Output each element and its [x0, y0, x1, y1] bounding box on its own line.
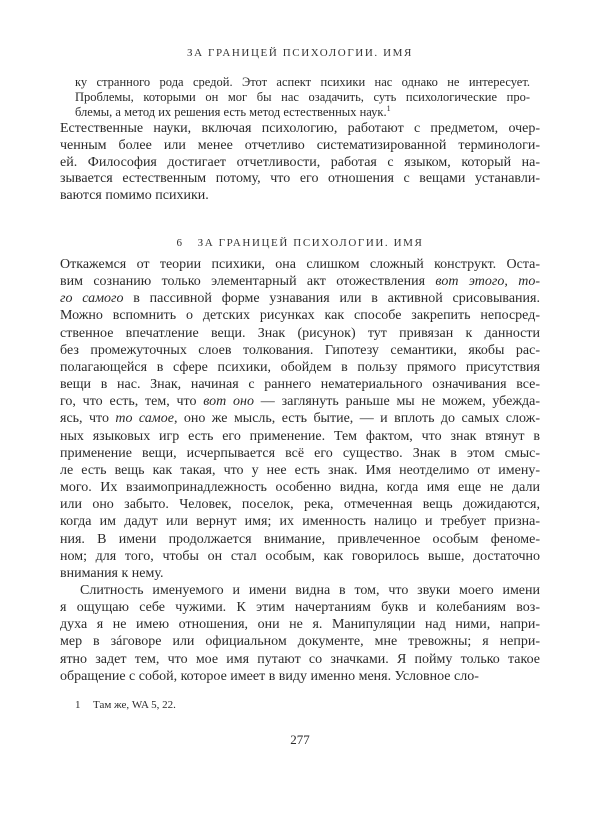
- text-run: обращение с собой, которое имеет в виду именно меня. Условное сло-: [60, 668, 479, 684]
- text-line: [60, 393, 540, 410]
- italic-text: то самое: [115, 411, 174, 427]
- text-run: — заглянуть раньше мы не можем, убежда-: [254, 394, 540, 410]
- text-line: [75, 105, 530, 120]
- footnote-number: 1: [75, 699, 81, 711]
- text-line: [60, 307, 540, 324]
- text-run: в пассивной форме узнавания или в активной срисовывания.: [123, 291, 540, 307]
- text-line: [60, 582, 540, 599]
- text-run: применение вещи, исчерпывается всё его существо. Знак в этом смыс-: [60, 445, 540, 461]
- text-line: [60, 496, 540, 513]
- text-line: [60, 359, 540, 376]
- text-line: [60, 121, 540, 138]
- text-line: [60, 342, 540, 359]
- text-run: мер в зáговоре или официальном документе, мне тревожны; я непри-: [60, 634, 540, 650]
- text-run: Можно вспомнить о детских рисунках как способе закрепить непосред-: [60, 308, 540, 324]
- paragraph: [60, 121, 540, 205]
- text-line: [60, 256, 540, 273]
- text-run: Естественные науки, включая психологию, работают с предметом, очер-: [60, 121, 540, 136]
- text-line: [60, 138, 540, 155]
- text-line: [60, 273, 540, 290]
- footnote-text: Там же, WA 5, 22.: [93, 699, 176, 711]
- text-line: [60, 668, 540, 685]
- text-run: ном; для того, чтобы он стал особым, как говорилось выше, достаточно: [60, 548, 540, 564]
- italic-text: вот этого: [435, 274, 505, 290]
- text-line: [60, 462, 540, 479]
- text-line: [60, 633, 540, 650]
- footnote: [75, 698, 176, 712]
- text-run: я ощущаю себе чужими. К этим начертаниям букв и колебаниям воз-: [60, 600, 540, 616]
- italic-text: го самого: [60, 291, 124, 307]
- text-run: без промежуточных слоев толкования. Гипотезу семантики, якобы рас-: [60, 342, 540, 358]
- text-line: [60, 548, 540, 565]
- section-heading: [0, 236, 600, 250]
- text-line: [60, 651, 540, 668]
- footnote-ref[interactable]: 1: [386, 103, 391, 113]
- text-line: [60, 155, 540, 172]
- text-run: духа я не имею отношения, они не я. Манипуляции над ними, напри-: [60, 617, 540, 633]
- text-line: [60, 531, 540, 548]
- block-quote: [75, 75, 530, 120]
- text-line: [60, 325, 540, 342]
- text-run: Слитность именуемого и имени видна в том, что звуки моего имени: [80, 582, 540, 598]
- italic-text: вот оно: [203, 394, 255, 410]
- text-run: вещи в нас. Знак, начиная с раннего нематериального означивания все-: [60, 377, 540, 393]
- text-line: [75, 90, 530, 105]
- text-line: [60, 479, 540, 496]
- text-run: Проблемы, которыми он мог бы нас озадачить, суть психологические про-: [75, 90, 530, 104]
- text-run: , оно же мысль, есть бытие, — и вплоть до самых слож-: [173, 411, 540, 427]
- text-run: ваются помимо психики.: [60, 188, 209, 203]
- text-line: [75, 75, 530, 90]
- text-run: блемы, а метод их решения есть метод естественных наук.: [75, 105, 387, 119]
- text-line: [60, 188, 540, 205]
- text-run: когда им дадут или вернут имя; их именность налицо и требует призна-: [60, 514, 540, 530]
- section-number: 6: [176, 237, 184, 249]
- text-run: ченным более или менее отчетливо систематизированной терминологи-: [60, 137, 540, 153]
- text-line: [60, 290, 540, 307]
- text-run: ,: [504, 274, 519, 290]
- text-run: полагающейся в сфере психики, обойдем в пользу прямого присутствия: [60, 359, 540, 375]
- text-run: ясь, что: [60, 411, 116, 427]
- text-run: ятно задет тем, что мое имя путают со значками. Я пойму только такое: [60, 651, 540, 667]
- text-run: ле есть вещь как такая, что у нее есть знак. Имя неотделимо от имену-: [60, 462, 540, 478]
- italic-text: то-: [518, 274, 540, 290]
- text-run: ку странного рода средой. Этот аспект психики нас однако не интересует.: [75, 75, 530, 89]
- text-run: ей. Философия достигает отчетливости, работая с языком, который на-: [60, 154, 540, 170]
- text-line: [60, 599, 540, 616]
- text-run: внимания к нему.: [60, 565, 164, 581]
- text-line: [60, 171, 540, 188]
- text-run: вим сознанию только элементарный акт отожествления: [60, 274, 436, 290]
- section-title: ЗА ГРАНИЦЕЙ ПСИХОЛОГИИ. ИМЯ: [197, 237, 424, 249]
- text-line: [60, 428, 540, 445]
- text-line: [60, 376, 540, 393]
- text-line: [60, 445, 540, 462]
- text-run: мого. Их взаимопринадлежность особенно видна, когда имя еще не дали: [60, 480, 540, 496]
- text-line: [60, 410, 540, 427]
- text-run: го, что есть, тем, что: [60, 394, 204, 410]
- text-run: ных языковых игр есть его применение. Тем фактом, что знак втянут в: [60, 428, 540, 444]
- paragraph: [60, 256, 540, 685]
- text-run: зывается естественным потому, что его отношения с вещами устанавли-: [60, 171, 540, 187]
- page-number: 277: [290, 732, 310, 747]
- text-line: [60, 513, 540, 530]
- text-run: или оно забыто. Человек, поселок, река, отмеченная вещь дожидаются,: [60, 497, 540, 513]
- text-run: ственное впечатление вещи. Знак (рисунок) тут привязан к данности: [60, 325, 540, 341]
- text-run: Откажемся от теории психики, она слишком сложный конструкт. Оста-: [60, 257, 540, 272]
- text-run: ния. В имени продолжается внимание, привлеченное особым феноме-: [60, 531, 540, 547]
- text-line: [60, 565, 540, 582]
- text-line: [60, 616, 540, 633]
- running-head: ЗА ГРАНИЦЕЙ ПСИХОЛОГИИ. ИМЯ: [187, 47, 413, 59]
